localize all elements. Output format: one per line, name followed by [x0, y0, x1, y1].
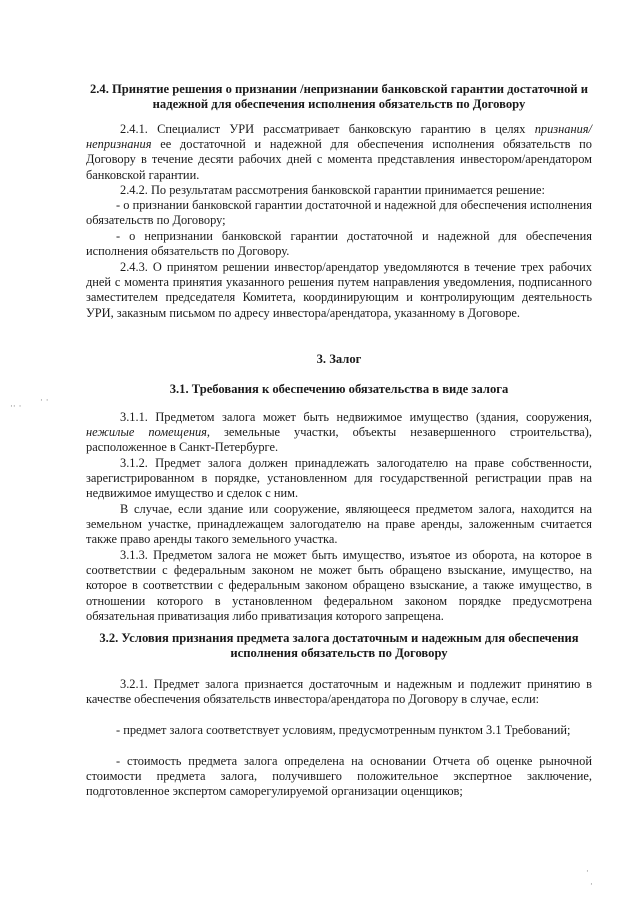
paragraph-condition-valuation: - стоимость предмета залога определена на основании Отчета об оценке рыночной стоимости предмета залога, получившего положительное экспертное заключение, подготовленное экспертом саморегулируемой организации оценщиков;	[86, 754, 592, 799]
paragraph-2-4-1: 2.4.1. Специалист УРИ рассматривает банковскую гарантию в целях признания/непризнания ее достаточной и надежной для обеспечения исполнения обязательств по Договору в течение десяти рабочих дней с момента представления инвестором/арендатором банковской гарантии.	[86, 122, 592, 182]
paragraph-2-4-2: 2.4.2. По результатам рассмотрения банковской гарантии принимается решение:	[120, 183, 545, 197]
section-2-4-heading: 2.4. Принятие решения о признании /непризнании банковской гарантии достаточной и надежной для обеспечения исполнения обязательств по Договору	[89, 82, 589, 111]
section-3-1-heading: 3.1. Требования к обеспечению обязательства в виде залога	[169, 382, 509, 396]
paragraph-3-1-2-lease: В случае, если здание или сооружение, являющееся предметом залога, находится на земельном участке, принадлежащем залогодателю на праве аренды, заложенным считается также право аренды такого земельного участка.	[86, 502, 592, 547]
section-3-2-heading: 3.2. Условия признания предмета залога достаточным и надежным для обеспечения исполнения обязательств по Договору	[99, 631, 579, 660]
section-3-title: 3. Залог	[316, 352, 362, 366]
scan-speck: ·	[590, 880, 593, 890]
paragraph-condition-requirements: - предмет залога соответствует условиям, предусмотренным пунктом 3.1 Требований;	[116, 723, 571, 737]
paragraph-3-1-2: 3.1.2. Предмет залога должен принадлежать залогодателю на праве собственности, зарегистрированном в порядке, установленном для государственной регистрации прав на недвижимое имущество и сделок с ним.	[86, 456, 592, 501]
paragraph-option-nonrecognition: - о непризнании банковской гарантии достаточной и надежной для обеспечения исполнения обязательств по Договору.	[86, 229, 592, 259]
scan-speck: · ·	[40, 396, 49, 406]
paragraph-option-recognition: - о признании банковской гарантии достаточной и надежной для обеспечения исполнения обязательств по Договору;	[86, 198, 592, 228]
paragraph-3-2-1: 3.2.1. Предмет залога признается достаточным и надежным и подлежит принятию в качестве обеспечения обязательств инвестора/арендатора по Договору в случае, если:	[86, 677, 592, 707]
paragraph-3-1-3: 3.1.3. Предметом залога не может быть имущество, изъятое из оборота, на которое в соответствии с федеральным законом не может быть обращено взыскание, имущество, на которое в соответствии с федеральным законом обращено взыскание, а также имущество, в отношении которого в установленном федеральном законом порядке предусмотрена обязательная приватизация либо приватизация которого запрещена.	[86, 548, 592, 623]
scan-speck: ·· ·	[10, 402, 22, 412]
scan-speck: ·	[586, 867, 589, 877]
paragraph-3-1-1: 3.1.1. Предметом залога может быть недвижимое имущество (здания, сооружения, нежилые помещения, земельные участки, объекты незавершенного строительства), расположенное в Санкт-Петербурге.	[86, 410, 592, 455]
paragraph-2-4-3: 2.4.3. О принятом решении инвестор/арендатор уведомляются в течение трех рабочих дней с момента принятия указанного решения путем направления уведомления, подписанного заместителем председателя Комитета, координирующим и контролирующим деятельность УРИ, заказным письмом по адресу инвестора/арендатора, указанному в Договоре.	[86, 260, 592, 320]
